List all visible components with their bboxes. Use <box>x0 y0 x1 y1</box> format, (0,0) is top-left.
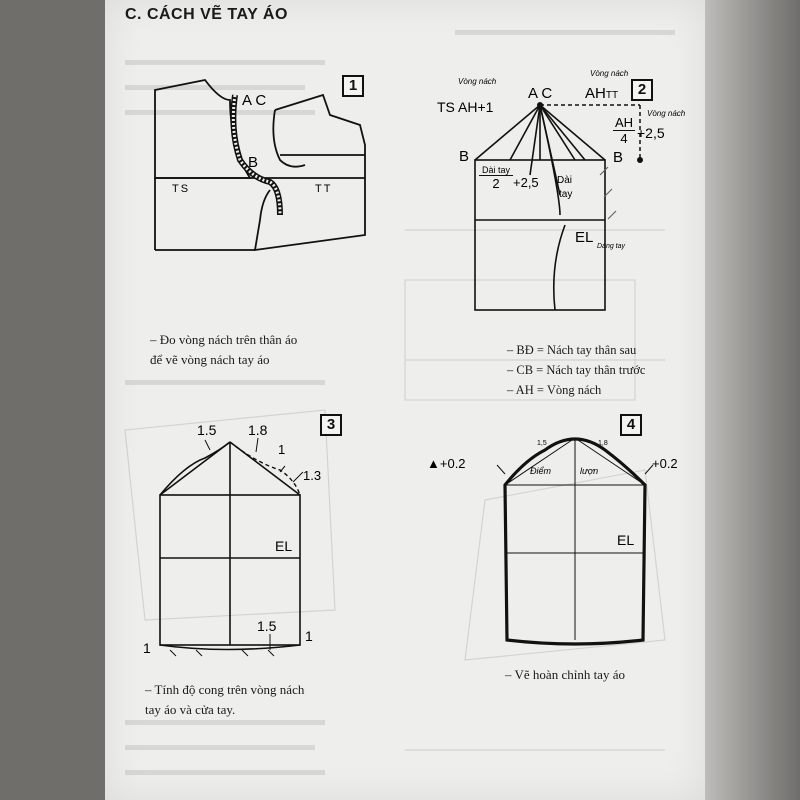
figure-3-label-1-top-right: 1 <box>278 442 286 457</box>
figure-3-sleeve-curve-draft <box>135 410 350 670</box>
figure-4-plus-0-2-right: +0.2 <box>652 456 678 471</box>
figure-4-caption <box>505 665 625 685</box>
figure-1-label-ts: TS <box>172 183 191 195</box>
section-title: C. CÁCH VẼ TAY ÁO <box>125 6 288 23</box>
figure-1-label-tt: TT <box>315 183 333 195</box>
figure-3-caption-line-2: tay áo và cửa tay. <box>145 702 236 717</box>
figure-1-label-ac: A C <box>242 92 267 109</box>
figure-3 <box>135 410 350 670</box>
figure-2-label-ac: A C <box>528 85 553 102</box>
figure-1-label-b: B <box>248 154 259 171</box>
figure-1-caption-line-2: để vẽ vòng nách tay áo <box>150 352 270 367</box>
figure-2-vong-nach-3: Vòng nách <box>647 109 686 118</box>
figure-4-label-1-5: 1,5 <box>537 440 547 447</box>
figure-2-label-el: EL <box>575 229 594 246</box>
figure-2-label-ah: AH <box>585 85 606 102</box>
figure-2-legend-line-1: – BĐ = Nách tay thân sau <box>507 343 637 357</box>
figure-4-label-luon: lượn <box>580 466 599 476</box>
figure-4-label-el: EL <box>617 532 635 548</box>
figure-1 <box>130 70 370 270</box>
figure-3-number: 3 <box>320 414 342 436</box>
book-page <box>105 0 705 800</box>
figure-2 <box>435 65 695 325</box>
figure-2-vong-nach-1: Vòng nách <box>458 77 497 86</box>
figure-2-ah-denominator: 4 <box>620 131 628 146</box>
figure-4-plus-0-2-left-text: +0.2 <box>439 456 466 471</box>
figure-4 <box>427 410 678 655</box>
figure-3-caption <box>145 680 304 720</box>
figure-2-label-b-left: B <box>459 148 470 165</box>
figure-4-label-1-8: 1,8 <box>598 440 608 447</box>
figure-3-label-1-8: 1.8 <box>248 422 268 438</box>
figure-4-caption-line-1: – Vẽ hoàn chỉnh tay áo <box>505 667 625 682</box>
figure-2-label-ah-tt <box>585 85 618 102</box>
figure-2-vong-nach-2: Vòng nách <box>590 69 629 78</box>
figure-4-number: 4 <box>620 414 642 436</box>
figure-1-caption <box>150 330 297 370</box>
figure-2-plus-25: +2,5 <box>637 125 665 141</box>
figure-2-ah-over-4 <box>613 115 635 146</box>
figure-4-plus-0-2-left: ▲+0.2 <box>427 456 466 471</box>
figure-4-finished-sleeve <box>475 410 675 655</box>
figure-2-label-tay: tay <box>559 189 573 200</box>
figure-2-daitay-plus: +2,5 <box>513 175 539 190</box>
figure-3-label-1-bottom-left: 1 <box>143 640 151 656</box>
figure-2-legend-line-3: – AH = Vòng nách <box>507 383 602 397</box>
figure-3-label-1-bottom-right: 1 <box>305 628 313 644</box>
figure-2-label-tt-small: TT <box>605 90 619 101</box>
figure-2-label-dai: Dài <box>557 175 573 186</box>
figure-3-label-1-3: 1.3 <box>303 468 322 483</box>
figure-3-label-1-5-bottom: 1.5 <box>257 618 277 634</box>
figure-3-label-1-5-top: 1.5 <box>197 422 217 438</box>
figure-2-ah-numerator: AH <box>614 115 634 130</box>
figure-2-number: 2 <box>631 79 653 101</box>
figure-2-label-ts-ah: TS AH+1 <box>437 99 494 115</box>
figure-2-label-b-right: B <box>613 149 624 166</box>
figure-2-daitay-over-2 <box>479 165 513 191</box>
figure-2-legend-line-2: – CB = Nách tay thân trước <box>507 363 646 377</box>
figure-4-label-diem: Điểm <box>530 466 552 476</box>
figure-2-daitay-denominator: 2 <box>492 176 500 191</box>
figure-3-label-el: EL <box>275 538 293 554</box>
figure-1-number: 1 <box>342 75 364 97</box>
figure-2-dang-tay: Dáng tay <box>597 243 626 250</box>
figure-2-legend <box>507 340 645 400</box>
figure-1-caption-line-1: – Đo vòng nách trên thân áo <box>150 332 298 347</box>
page-edge-shadow <box>705 0 800 800</box>
figure-2-daitay-numerator: Dài tay <box>479 165 513 176</box>
figure-3-caption-line-1: – Tính độ cong trên vòng nách <box>145 682 305 697</box>
